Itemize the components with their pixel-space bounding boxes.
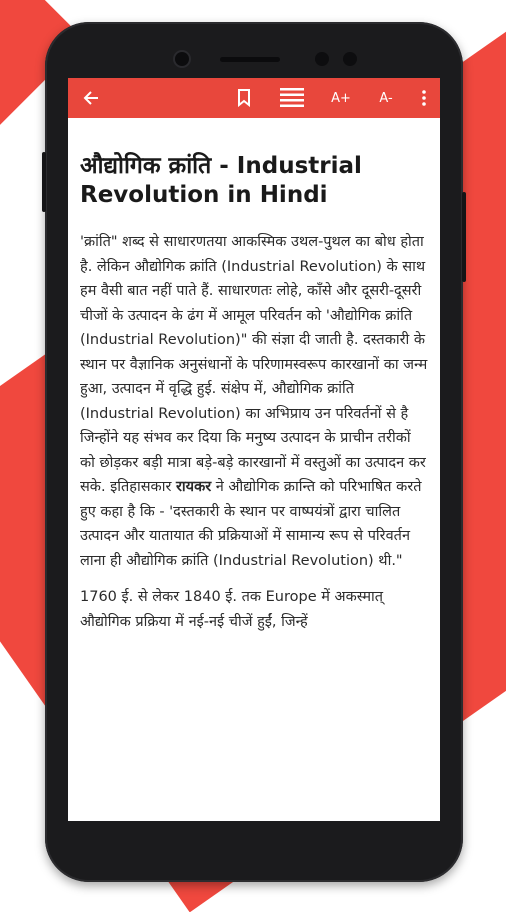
font-decrease-button[interactable] [371,78,401,118]
text-align-icon[interactable] [276,78,308,118]
article-paragraph-1 [80,230,428,573]
light-sensor [343,52,357,66]
font-increase-button[interactable] [326,78,356,118]
font-decrease-label: A- [379,90,393,106]
app-toolbar [68,78,440,118]
paragraph-1-bold-name: रायकर [175,479,212,495]
proximity-sensor [315,52,329,66]
earpiece-speaker [220,57,280,62]
article-title: औद्योगिक क्रांति - Industrial Revolution in Hindi [80,153,362,208]
arrow-left-icon[interactable] [76,78,106,118]
app-screen [68,78,440,821]
volume-button [42,152,46,212]
power-button [462,192,466,282]
bookmark-icon[interactable] [231,78,257,118]
paragraph-1-text-b: ने औद्योगिक क्रान्ति को परिभाषित करते हुए कहा है कि - 'दस्तकारी के स्थान पर वाष्पयंत्रों द्वारा चालित उत्पादन और यातायात की प्रक्रियाओं में सामान्य रूप से परिवर्तन लाना ही औद्योगिक क्रांति (Industrial Revolution) थी." [80,479,422,569]
front-camera [175,52,189,66]
paragraph-1-text-a: 'क्रांति" शब्द से साधारणतया आकस्मिक उथल-पुथल का बोध होता है. लेकिन औद्योगिक क्रांति (Industrial Revolution) के साथ हम वैसी बात नहीं पाते हैं. साधारणतः लोहे, काँसे और दूसरी-दूसरी चीजों के उत्पादन के ढंग में आमूल परिवर्तन को 'औद्योगिक क्रांति (Industrial Revolution)" की संज्ञा दी जाती है. दस्तकारी के स्थान पर वैज्ञानिक अनुसंधानों के परिणामस्वरूप कारखानों का जन्म हुआ, उत्पादन में वृद्धि हुई. संक्षेप में, औद्योगिक क्रांति (Industrial Revolution) का अभिप्राय उन परिवर्तनों से है जिन्होंने यह संभव कर दिया कि मनुष्य उत्पादन के प्राचीन तरीकों को छोड़कर बड़ी मात्रा बड़े-बड़े कारखानों में वस्तुओं का उत्पादन कर सके. इतिहासकार [80,234,428,495]
more-vertical-icon[interactable] [414,78,434,118]
article-content [68,118,440,634]
font-increase-label: A+ [331,90,351,106]
article-paragraph-2: 1760 ई. से लेकर 1840 ई. तक Europe में अकस्मात् औद्योगिक प्रक्रिया में नई-नई चीजें हुईं, जिन्हें [80,589,384,630]
